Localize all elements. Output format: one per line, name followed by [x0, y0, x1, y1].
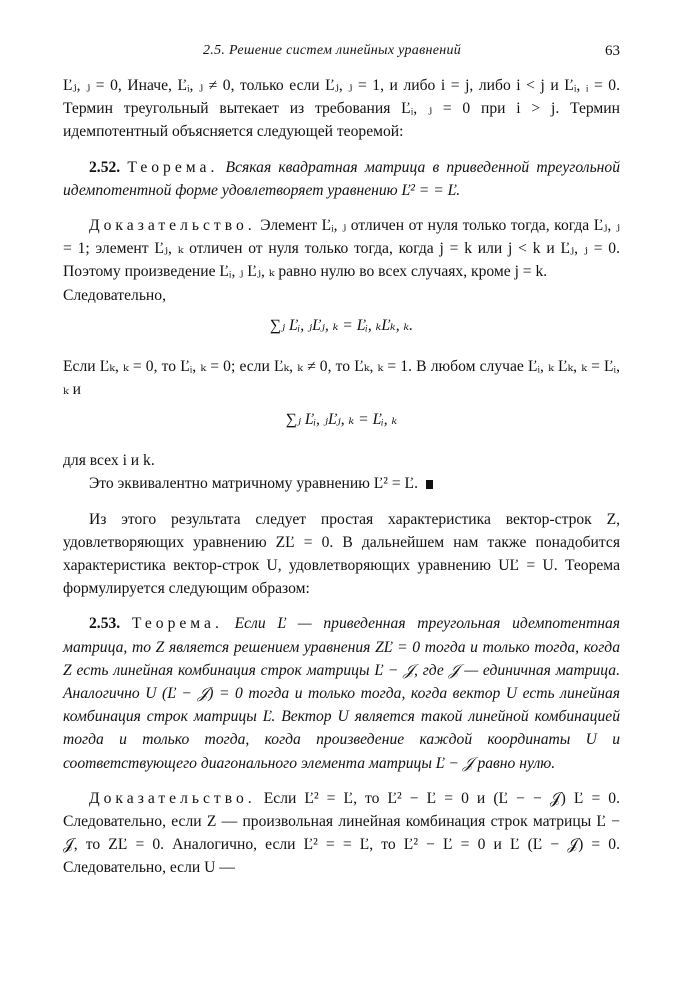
- equivalence-line: [63, 472, 620, 495]
- proof-word: Доказательство.: [89, 789, 256, 807]
- theorem-label: 2.53.: [89, 615, 121, 633]
- paragraph-characteristic: Из этого результата следует простая характеристика вектор-строк Z, удовлетворяющих уравнению ZĽ = 0. В дальнейшем нам также понадобится характеристика вектор-строк U, удовлетворяющих уравнению UĽ = U. Теорема формулируется следующим образом:: [63, 510, 620, 598]
- proof-2: [63, 787, 620, 880]
- proof-1: [63, 214, 620, 284]
- therefore-text: Следовательно,: [63, 286, 166, 304]
- theorem-statement: Всякая квадратная матрица в приведенной треугольной идемпотентной форме удовлетворяет уравнению Ľ² = = Ľ.: [63, 158, 620, 199]
- proof-text: Элемент Ľᵢ, ⱼ отличен от нуля только тогда, когда Ľⱼ, ⱼ = 1; элемент Ľⱼ, ₖ отличен от нуля только тогда, когда j = k или j < k и Ľⱼ, ⱼ = 0. Поэтому произведение Ľᵢ, ⱼ Ľⱼ, ₖ равно нулю во всех случаях, кроме j = k.: [63, 217, 621, 281]
- theorem-statement: Если Ľ — приведенная треугольная идемпотентная матрица, то Z является решением уравнения ZĽ = 0 тогда и только тогда, когда Z есть линейная комбинация строк матрицы Ľ − 𝒥, где 𝒥 — единичная матрица. Аналогично U (Ľ − 𝒥) = 0 тогда и только тогда, когда вектор U есть линейная комбинация строк матрицы Ľ. Вектор U является такой линейной комбинацией тогда и только тогда, когда произведение каждой координаты U и соответствующего диагонального элемента матрицы Ľ − 𝒥 равно нулю.: [63, 615, 620, 772]
- page-number: 63: [605, 43, 620, 59]
- qed-mark: [426, 480, 433, 489]
- proof-text: Если Ľ² = Ľ, то Ľ² − Ľ = 0 и (Ľ − − 𝒥) Ľ = 0. Следовательно, если Z — произвольная линейная комбинация строк матрицы Ľ − 𝒥, то ZĽ = 0. Аналогично, если Ľ² = = Ľ, то Ľ² − Ľ = 0 и Ľ (Ľ − 𝒥) = 0. Следовательно, если U —: [63, 789, 621, 877]
- theorem-2-52: [63, 156, 620, 202]
- theorem-word: Теорема.: [131, 615, 223, 633]
- paragraph-if: Если Ľₖ, ₖ = 0, то Ľᵢ, ₖ = 0; если Ľₖ, ₖ ≠ 0, то Ľₖ, ₖ = 1. В любом случае Ľᵢ, ₖ Ľₖ, ₖ = Ľᵢ, ₖ и: [63, 357, 620, 399]
- paragraph-intro: Ľⱼ, ⱼ = 0, Иначе, Ľᵢ, ⱼ ≠ 0, только если Ľⱼ, ⱼ = 1, и либо i = j, либо i < j и Ľᵢ, ᵢ = 0. Термин треугольный вытекает из требования Ľᵢ, ⱼ = 0 при i > j. Термин идемпотентный объясняется следующей теоремой:: [63, 77, 620, 141]
- formula-sum-1: ∑ⱼ Ľᵢ, ⱼĽⱼ, ₖ = Ľᵢ, ₖĽₖ, ₖ.: [269, 316, 414, 334]
- theorem-2-53: [63, 612, 620, 774]
- formula-sum-2: ∑ⱼ Ľᵢ, ⱼĽⱼ, ₖ = Ľᵢ, ₖ: [285, 411, 398, 429]
- proof-word: Доказательство.: [89, 217, 256, 235]
- for-all-text: для всех i и k.: [63, 452, 155, 470]
- equivalence-text: Это эквивалентно матричному уравнению Ľ² = Ľ.: [89, 475, 418, 493]
- theorem-word: Теорема.: [127, 158, 219, 176]
- page-body: [63, 74, 620, 880]
- section-title: 2.5. Решение систем линейных уравнений: [203, 43, 462, 58]
- theorem-label: 2.52.: [89, 158, 121, 176]
